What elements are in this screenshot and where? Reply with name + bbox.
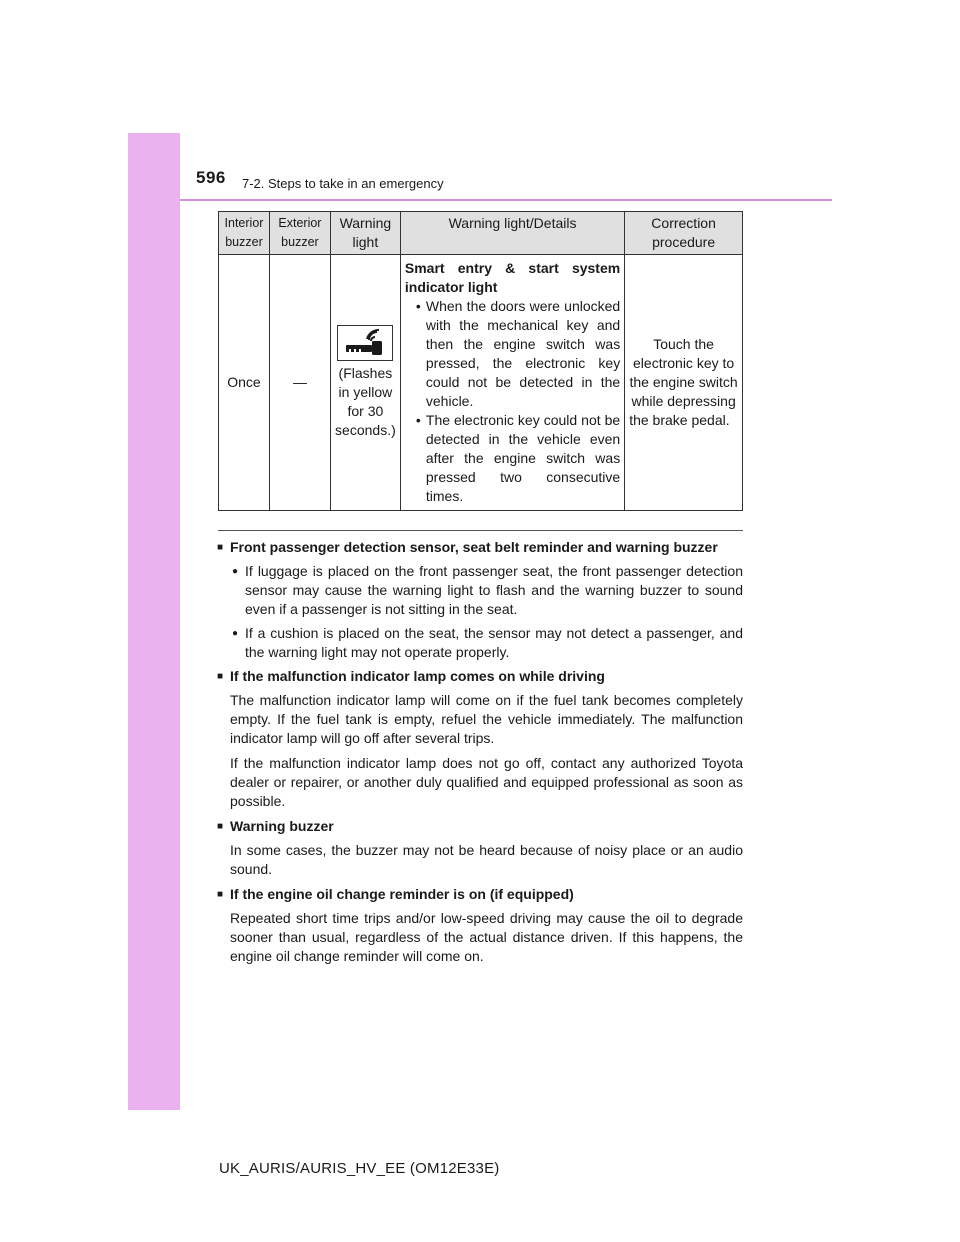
- details-item: • The electronic key could not be detected in the vehicle even after the engine switch was pressed two consecutive times.: [406, 411, 620, 506]
- note-bullet: ● If a cushion is placed on the seat, the sensor may not detect a passenger, and the warning light may not operate properly.: [217, 624, 743, 662]
- header-warning-light-details: Warning light/Details: [400, 212, 624, 255]
- table-row: [219, 255, 743, 511]
- chapter-side-band: [128, 133, 180, 1110]
- note-bullet: ● If luggage is placed on the front passenger seat, the front passenger detection sensor may cause the warning light to flash and the warning buzzer to sound even if a passenger is not sitting in the seat.: [217, 562, 743, 619]
- note-heading-warning-buzzer: ■ Warning buzzer: [217, 817, 743, 836]
- cell-interior-buzzer: Once: [219, 255, 270, 511]
- cell-correction: Touch the electronic key to the engine switch while depressing the brake pedal.: [625, 255, 743, 511]
- header-rule: [180, 199, 832, 201]
- note-paragraph: Repeated short time trips and/or low-speed driving may cause the oil to degrade sooner than usual, regardless of the actual distance driven. If this happens, the engine oil change reminder will come on.: [230, 910, 743, 964]
- manual-code-footer: UK_AURIS/AURIS_HV_EE (OM12E33E): [219, 1160, 500, 1177]
- cell-exterior-buzzer: —: [269, 255, 330, 511]
- cell-warning-light: [330, 255, 400, 511]
- note-paragraph: In some cases, the buzzer may not be heard because of noisy place or an audio sound.: [230, 842, 743, 877]
- note-heading-malfunction-lamp: ■ If the malfunction indicator lamp comes on while driving: [217, 667, 743, 686]
- page-number: 596: [196, 168, 226, 187]
- header-warning-light: Warning light: [330, 212, 400, 255]
- note-heading-passenger-sensor: ■ Front passenger detection sensor, seat belt reminder and warning buzzer: [217, 538, 743, 557]
- warning-light-caption: (Flashes in yellow for 30 seconds.): [335, 365, 396, 438]
- details-list: [405, 297, 620, 506]
- note-paragraph: If the malfunction indicator lamp does not go off, contact any authorized Toyota dealer or repairer, or another duly qualified and equipped professional as soon as possible.: [230, 755, 743, 809]
- notes-section: [217, 538, 743, 972]
- section-divider: [218, 530, 743, 531]
- section-title: 7-2. Steps to take in an emergency: [242, 176, 444, 191]
- cell-details: [400, 255, 624, 511]
- header-exterior-buzzer: Exterior buzzer: [269, 212, 330, 255]
- warning-table: [218, 211, 743, 511]
- header-correction-procedure: Correction procedure: [625, 212, 743, 255]
- details-item: • When the doors were unlocked with the mechanical key and then the engine switch was pressed, the electronic key could not be detected in the vehicle.: [406, 297, 620, 411]
- note-paragraph: The malfunction indicator lamp will come on if the fuel tank becomes completely empty. If the fuel tank is empty, refuel the vehicle immediately. The malfunction indicator lamp will go off after several trips.: [230, 692, 743, 746]
- header-interior-buzzer: Interior buzzer: [219, 212, 270, 255]
- details-title: Smart entry & start system indicator light: [404, 260, 621, 295]
- table-header-row: [219, 212, 743, 255]
- note-heading-oil-reminder: ■ If the engine oil change reminder is on (if equipped): [217, 885, 743, 904]
- smart-key-indicator-icon: [337, 325, 393, 361]
